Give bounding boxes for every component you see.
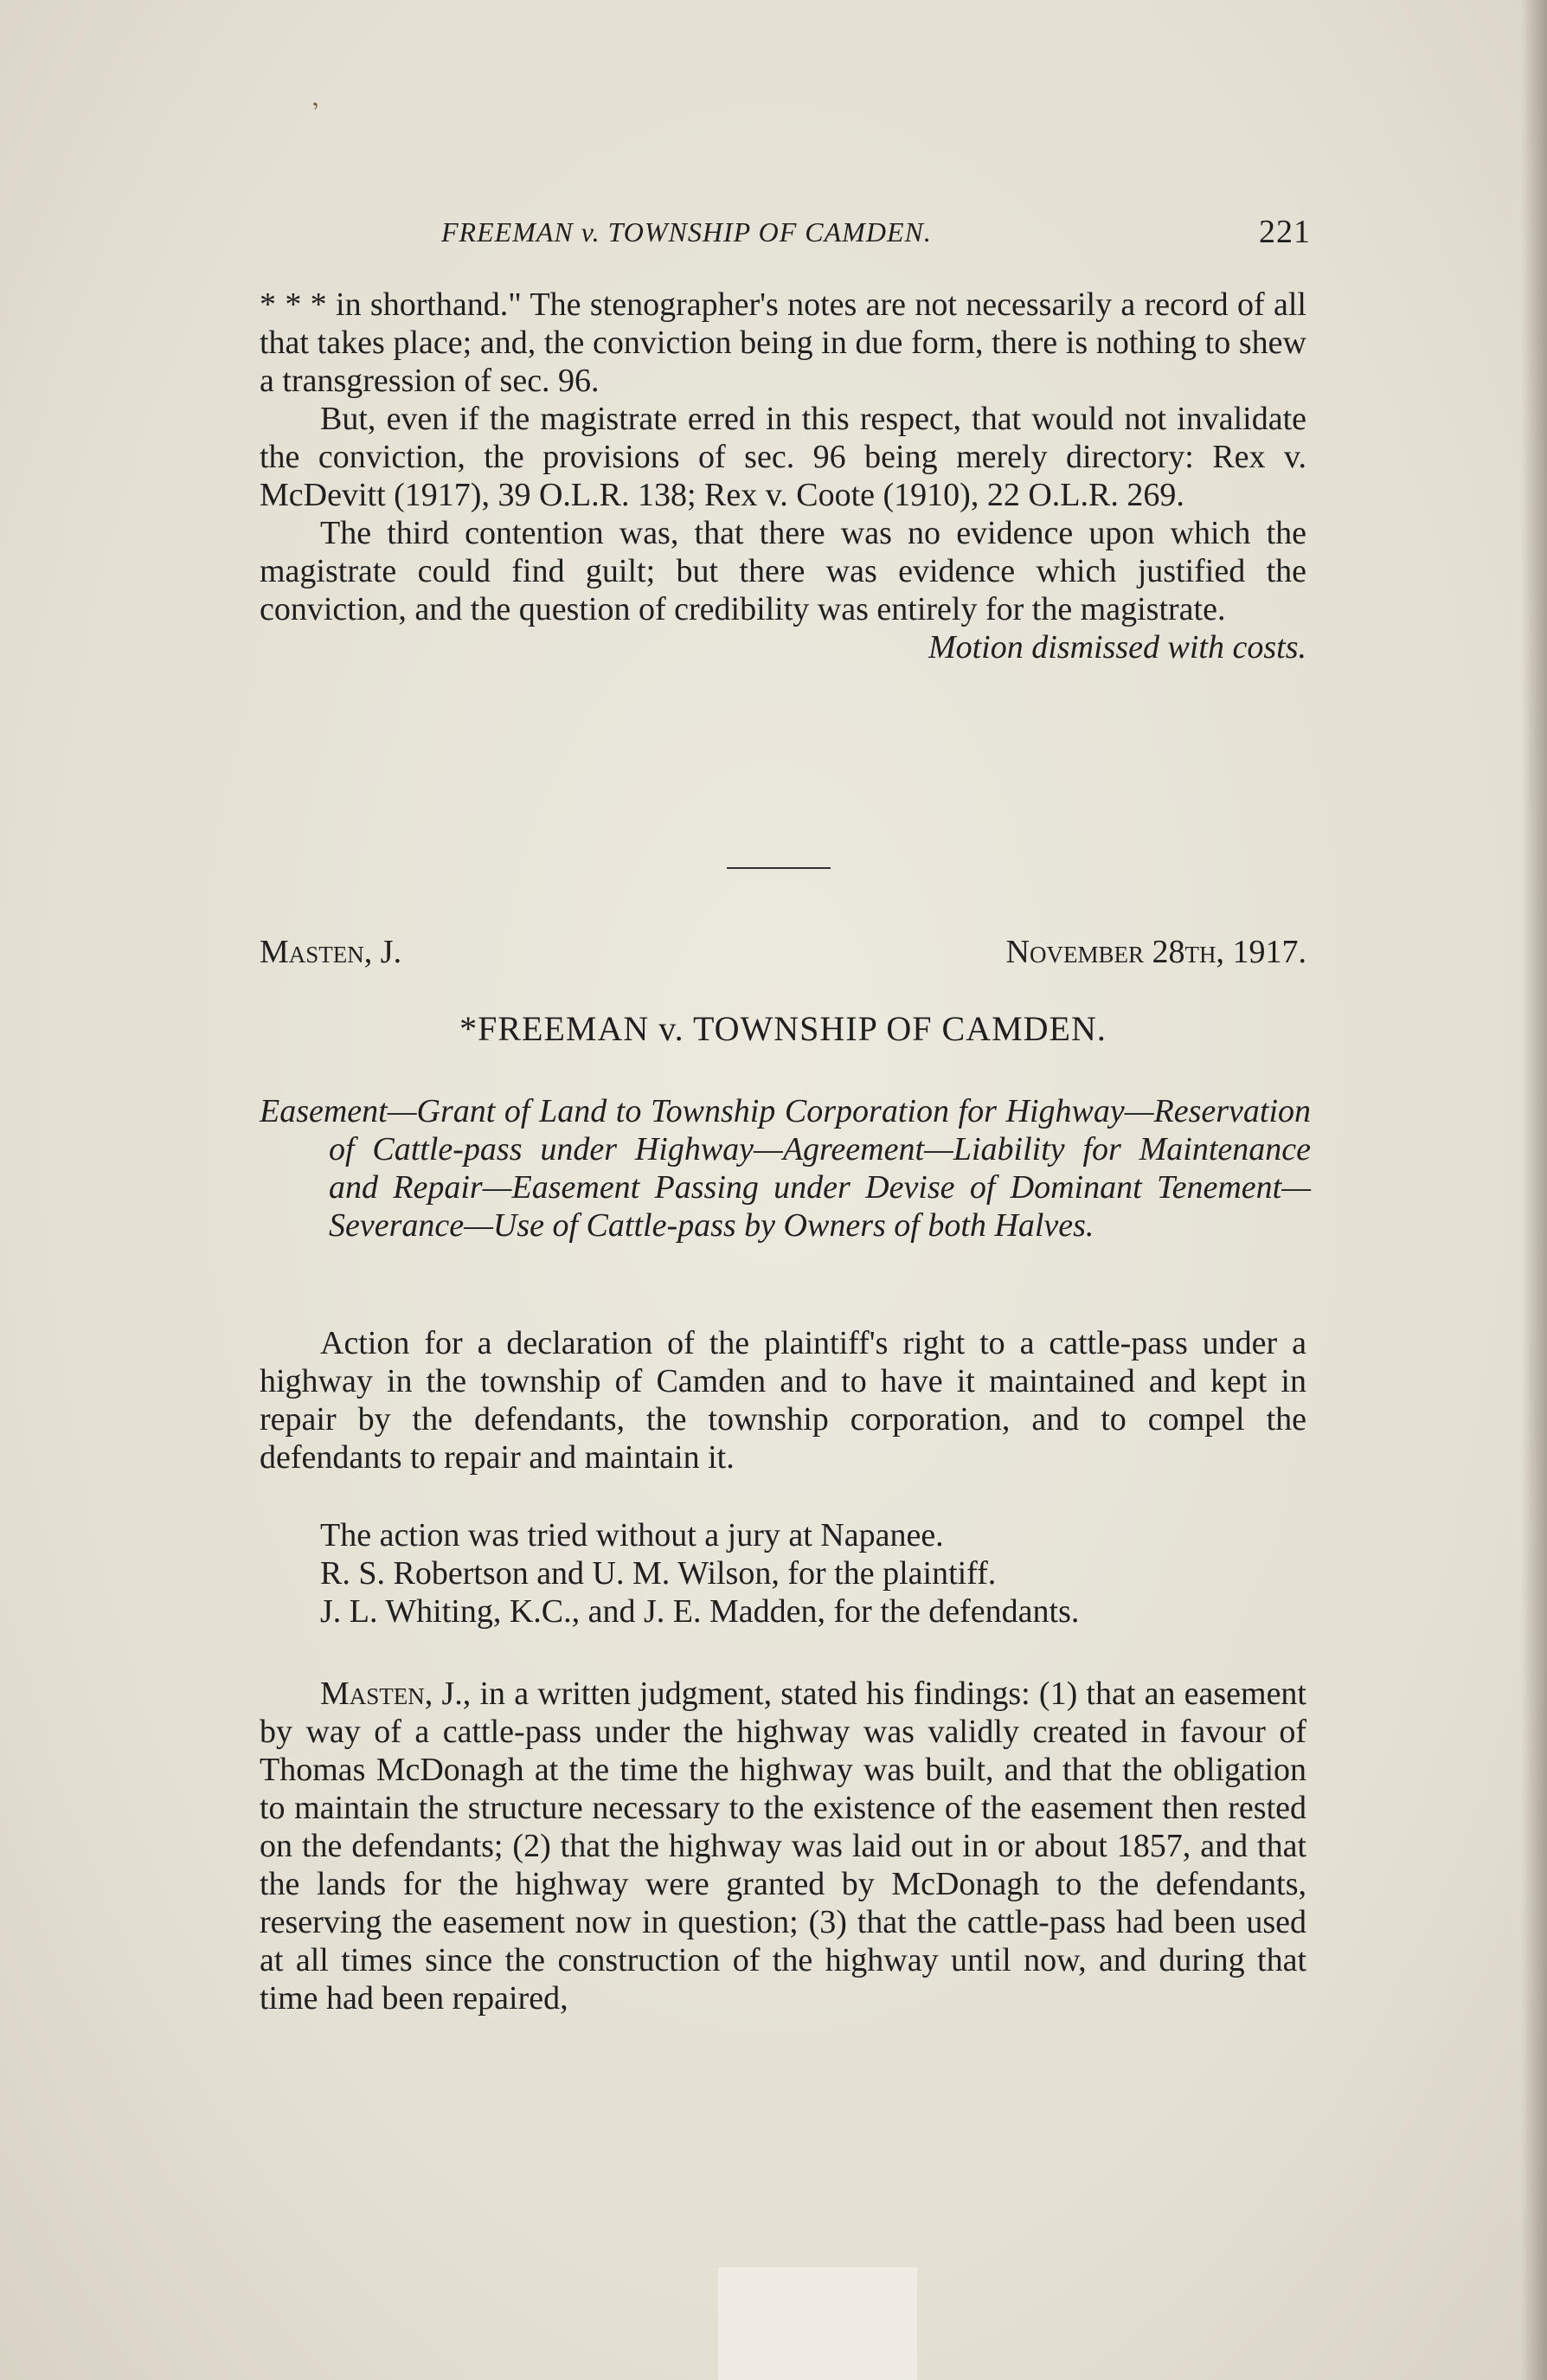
case-title: *FREEMAN v. TOWNSHIP OF CAMDEN. [459, 1009, 1107, 1048]
judge-name: Masten, J. [260, 934, 402, 970]
trial-line: The action was tried without a jury at Napanee. [320, 1517, 944, 1553]
headnote [260, 1092, 1311, 1245]
judgment-block [260, 1675, 1306, 2017]
page-number: 221 [1259, 214, 1311, 250]
judgment-date: November 28th, 1917. [1005, 934, 1306, 970]
body-top [260, 286, 1306, 666]
running-title: FREEMAN v. TOWNSHIP OF CAMDEN. [441, 216, 932, 248]
paragraph-action: Action for a declaration of the plaintiff's right to a cattle-pass under a highway in the township of Camden and to have it maintained and kept in repair by the defendants, the township corporation, and to compel the defendants to repair and maintain it. [260, 1325, 1306, 1476]
result-line: Motion dismissed with costs. [928, 629, 1306, 666]
paragraph-judgment [260, 1675, 1306, 2017]
pencil-mark-icon: , [305, 82, 321, 113]
counsel-defendants: J. L. Whiting, K.C., and J. E. Madden, for the defendants. [320, 1593, 1080, 1630]
paragraph-shorthand: * * * in shorthand." The stenographer's notes are not necessarily a record of all that takes place; and, the conviction being in due form, there is nothing to shew a transgression of sec. 96. [260, 286, 1306, 399]
running-header [260, 216, 1311, 260]
action-block [260, 1324, 1306, 1476]
headnote-text: Easement—Grant of Land to Township Corporation for Highway—Reservation of Cattle-pass under Highway—Agreement—Liability for Maintenance and Repair—Easement Passing under Devise of Dominant Tenement—Severance—Use of Cattle-pass by Owners of both Halves. [260, 1093, 1311, 1244]
judgment-judge-name: Masten, J. [320, 1676, 463, 1712]
page-spine-shadow [1521, 0, 1547, 2380]
trial-block [260, 1516, 1306, 1631]
paragraph-directory: But, even if the magistrate erred in this respect, that would not invalidate the conviction, the provisions of sec. 96 being merely directory: Rex v. McDevitt (1917), 39 O.L.R. 138; Rex v. Coote (1910), 22 O.L.R. 269. [260, 401, 1306, 513]
paragraph-third-contention: The third contention was, that there was no evidence upon which the magistrate could find guilt; but there was evidence which justified the conviction, and the question of credibility was entirely for the magistrate. [260, 515, 1306, 627]
judgment-text: , in a written judgment, stated his findings: (1) that an easement by way of a cattle-pass under the highway was validly created in favour of Thomas McDonagh at the time the highway was built, and that the obligation to maintain the structure necessary to the existence of the easement then rested on the defendants; (2) that the highway was laid out in or about 1857, and that the lands for the highway were granted by McDonagh to the defendants, reserving the easement now in question; (3) that the cattle-pass had been used at all times since the construction of the highway until now, and during that time had been repaired, [260, 1676, 1306, 2017]
counsel-plaintiff: R. S. Robertson and U. M. Wilson, for the plaintiff. [320, 1555, 997, 1592]
section-divider [727, 867, 831, 869]
paper-blemish [718, 2267, 917, 2380]
